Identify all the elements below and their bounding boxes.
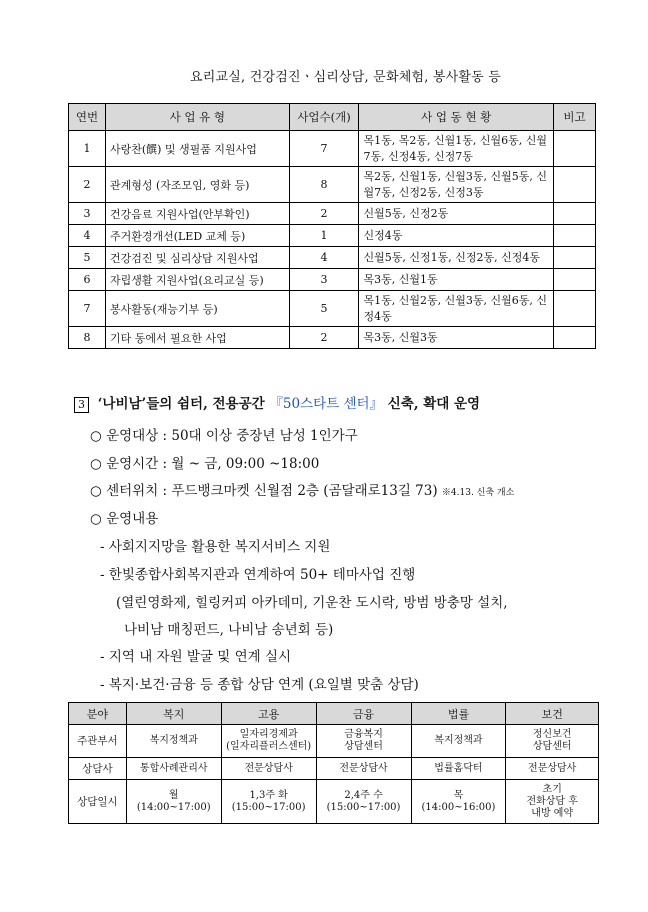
- consultation-table-header: [69, 703, 599, 725]
- cell-count: 5: [289, 291, 359, 327]
- consultation-table: [68, 702, 599, 824]
- cell: 통합사례관리사: [126, 758, 221, 780]
- column-header: 보건: [506, 703, 599, 725]
- cell: 복지정책과: [411, 725, 506, 758]
- cell-no: 8: [69, 327, 106, 349]
- cell-no: 2: [69, 167, 106, 203]
- table-row: [69, 225, 596, 247]
- cell: 목 (14:00~16:00): [411, 780, 506, 824]
- item-target: ○ 운영대상 : 50대 이상 중장년 남성 1인가구: [90, 428, 358, 444]
- program-table: [68, 103, 596, 349]
- location-note: ※4.13. 신축 개소: [441, 488, 515, 498]
- sub-item-2-detail-1: (열린영화제, 힐링커피 아카데미, 기운찬 도시락, 방범 방충망 설치,: [116, 595, 508, 611]
- cell: 법률홈닥터: [411, 758, 506, 780]
- column-header: 복지: [126, 703, 221, 725]
- cell-count: 3: [289, 269, 359, 291]
- table-row: [69, 780, 599, 824]
- table-row: [69, 725, 599, 758]
- cell-status: 목1동, 신월2동, 신월3동, 신월6동, 신정4동: [359, 291, 554, 327]
- table-row: [69, 269, 596, 291]
- cell-note: [554, 269, 596, 291]
- sub-item-4: - 복지·보건·금융 등 종합 상담 연계 (요일별 맞춤 상담): [100, 677, 419, 693]
- column-header: 연번: [69, 104, 106, 131]
- sub-item-1: - 사회지지망을 활용한 복지서비스 지원: [100, 539, 331, 555]
- column-header: 분야: [69, 703, 127, 725]
- cell-status: 신정4동: [359, 225, 554, 247]
- section-title-a: ‘나비남’들의 쉼터, 전용공간: [97, 396, 265, 412]
- cell-type: 사랑찬(饌) 및 생필품 지원사업: [105, 131, 289, 167]
- cell: 전문상담사: [221, 758, 316, 780]
- cell-note: [554, 167, 596, 203]
- program-table-header: [69, 104, 596, 131]
- section-title-b: 『50스타트 센터』: [269, 396, 384, 412]
- cell-note: [554, 225, 596, 247]
- row-label: 상담일시: [69, 780, 127, 824]
- cell-type: 주거환경개선(LED 교체 등): [105, 225, 289, 247]
- table-row: [69, 327, 596, 349]
- cell-status: 신월5동, 신정2동: [359, 203, 554, 225]
- cell: 1,3주 화 (15:00~17:00): [221, 780, 316, 824]
- cell-no: 4: [69, 225, 106, 247]
- sub-item-2-detail-2: 나비남 매칭펀드, 나비남 송년회 등): [124, 622, 334, 638]
- table-row: [69, 167, 596, 203]
- column-header: 사업수(개): [289, 104, 359, 131]
- cell: 일자리경제과 (일자리플러스센터): [221, 725, 316, 758]
- cell-note: [554, 327, 596, 349]
- cell-count: 1: [289, 225, 359, 247]
- cell-count: 2: [289, 327, 359, 349]
- section-number: 3: [74, 397, 89, 413]
- cell: 전문상담사: [506, 758, 599, 780]
- section-3-heading: [74, 392, 480, 413]
- table-row: [69, 758, 599, 780]
- sub-item-2: - 한빛종합사회복지관과 연계하여 50+ 테마사업 진행: [100, 567, 416, 583]
- cell-no: 3: [69, 203, 106, 225]
- cell-note: [554, 291, 596, 327]
- cell-note: [554, 131, 596, 167]
- cell-no: 1: [69, 131, 106, 167]
- intro-line: 요리교실, 건강검진ㆍ심리상담, 문화체험, 봉사활동 등: [190, 70, 502, 85]
- cell: 복지정책과: [126, 725, 221, 758]
- cell-status: 목1동, 목2동, 신월1동, 신월6동, 신월7동, 신정4동, 신정7동: [359, 131, 554, 167]
- sub-item-3: - 지역 내 자원 발굴 및 연계 실시: [100, 649, 292, 665]
- table-row: [69, 203, 596, 225]
- cell-type: 건강검진 및 심리상담 지원사업: [105, 247, 289, 269]
- cell: 정신보건 상담센터: [506, 725, 599, 758]
- cell: 월 (14:00~17:00): [126, 780, 221, 824]
- column-header: 금융: [316, 703, 411, 725]
- cell-type: 봉사활동(재능기부 등): [105, 291, 289, 327]
- cell-status: 목3동, 신월3동: [359, 327, 554, 349]
- column-header: 고용: [221, 703, 316, 725]
- cell-no: 6: [69, 269, 106, 291]
- cell-count: 8: [289, 167, 359, 203]
- cell-note: [554, 247, 596, 269]
- column-header: 비고: [554, 104, 596, 131]
- table-row: [69, 291, 596, 327]
- item-hours: ○ 운영시간 : 월 ~ 금, 09:00 ~18:00: [90, 456, 320, 472]
- cell-no: 5: [69, 247, 106, 269]
- cell-status: 목2동, 신월1동, 신월3동, 신월5동, 신월7동, 신정2동, 신정3동: [359, 167, 554, 203]
- cell-count: 4: [289, 247, 359, 269]
- cell-status: 목3동, 신월1동: [359, 269, 554, 291]
- row-label: 주관부서: [69, 725, 127, 758]
- cell-type: 건강음료 지원사업(안부확인): [105, 203, 289, 225]
- item-location: [90, 479, 514, 499]
- section-title-c: 신축, 확대 운영: [387, 396, 481, 412]
- column-header: 사 업 유 형: [105, 104, 289, 131]
- cell-count: 7: [289, 131, 359, 167]
- item-content: ○ 운영내용: [90, 511, 159, 527]
- cell-type: 기타 동에서 필요한 사업: [105, 327, 289, 349]
- column-header: 법률: [411, 703, 506, 725]
- cell-type: 자립생활 지원사업(요리교실 등): [105, 269, 289, 291]
- cell-no: 7: [69, 291, 106, 327]
- cell-note: [554, 203, 596, 225]
- row-label: 상담사: [69, 758, 127, 780]
- cell: 전문상담사: [316, 758, 411, 780]
- cell-status: 신월5동, 신정1동, 신정2동, 신정4동: [359, 247, 554, 269]
- location-text: ○ 센터위치 : 푸드뱅크마켓 신월점 2층 (곰달래로13길 73): [90, 483, 438, 499]
- cell: 2,4주 수 (15:00~17:00): [316, 780, 411, 824]
- column-header: 사 업 동 현 황: [359, 104, 554, 131]
- table-row: [69, 131, 596, 167]
- cell: 초기 전화상담 후 내방 예약: [506, 780, 599, 824]
- cell-count: 2: [289, 203, 359, 225]
- table-row: [69, 247, 596, 269]
- consultation-table-body: [69, 725, 599, 824]
- cell: 금융복지 상담센터: [316, 725, 411, 758]
- program-table-body: [69, 131, 596, 349]
- cell-type: 관계형성 (자조모임, 영화 등): [105, 167, 289, 203]
